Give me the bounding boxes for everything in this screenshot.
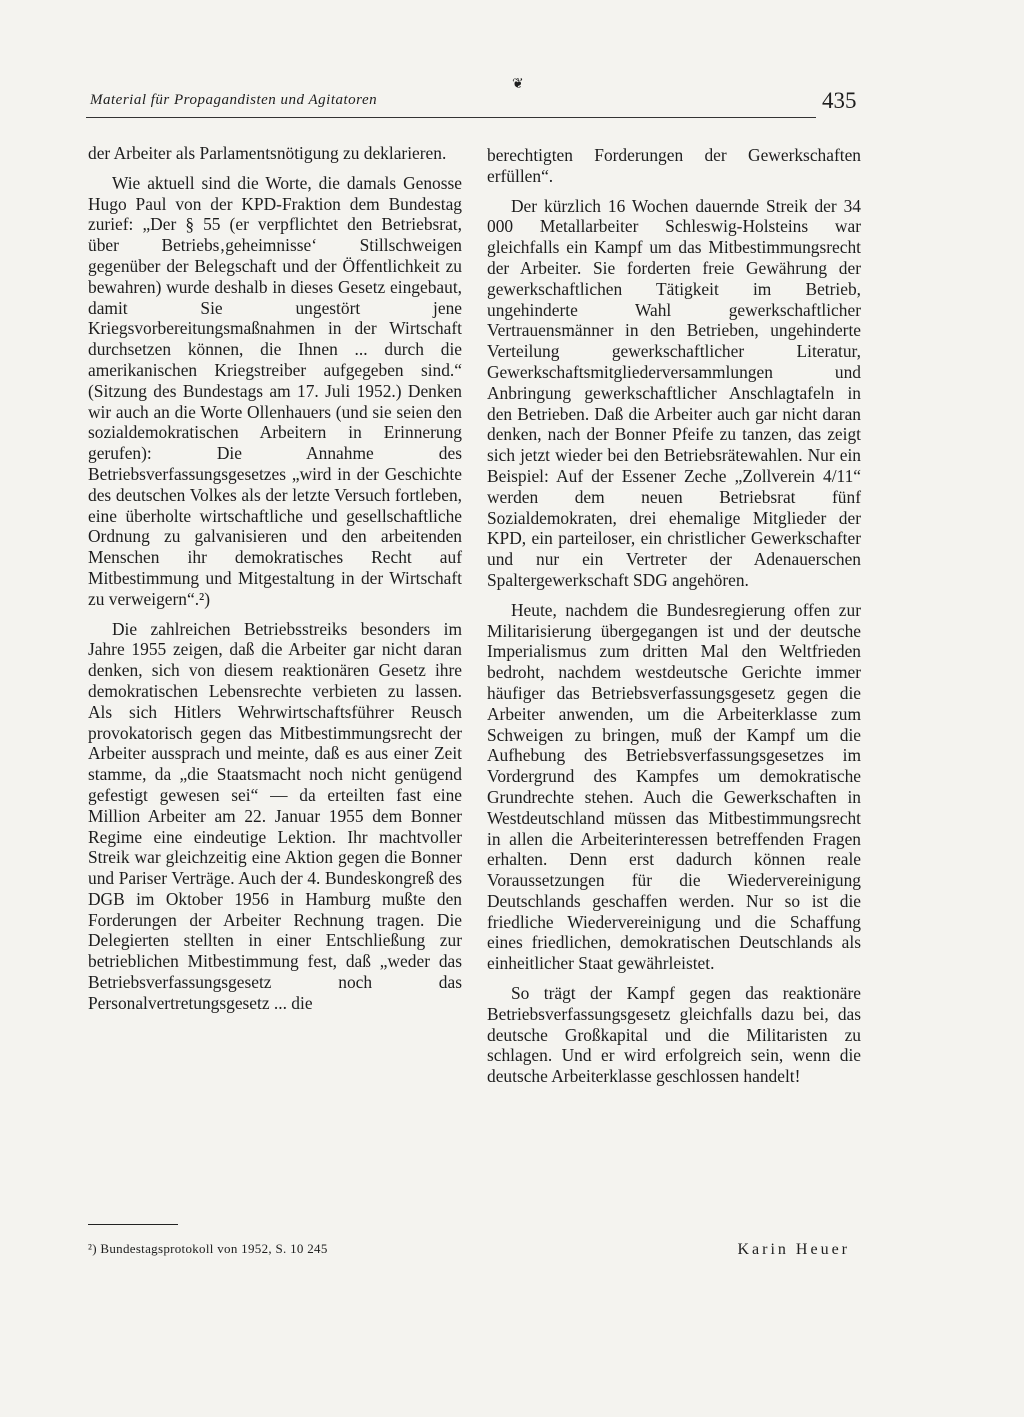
ornament-icon: ❦ [512, 77, 524, 92]
page-number: 435 [822, 88, 857, 113]
right-column [487, 145, 861, 1087]
right-paragraph-2: Der kürzlich 16 Wochen dauernde Streik der 34 000 Metallarbeiter Schleswig-Holsteins war gleichfalls ein Kampf um das Mitbestimmungsrecht der Arbeiter. Sie forderten freie Gewährung der gewerkschaftlichen Tätigkeit im Betrieb, ungehinderte Wahl gewerkschaftlicher Vertrauensmänner in den Betrieben, ungehinderte Verteilung gewerkschaftlicher Literatur, Gewerkschaftsmitgliederversammlungen und Anbringung gewerkschaftlicher Anschlagtafeln in den Betrieben. Daß die Arbeiter auch gar nicht daran denken, nach der Bonner Pfeife zu tanzen, das zeigt sich jetzt wieder bei den Betriebsrätewahlen. Nur ein Beispiel: Auf der Essener Zeche „Zollverein 4/11“ werden dem neuen Betriebsrat fünf Sozialdemokraten, drei ehemalige Mitglieder der KPD, ein parteiloser, ein christlicher Gewerkschafter und nur ein Vertreter der Adenauerschen Spaltergewerkschaft SDG angehören. [487, 195, 861, 590]
left-paragraph-1: der Arbeiter als Parlamentsnötigung zu deklarieren. [88, 143, 447, 163]
right-paragraph-3: Heute, nachdem die Bundesregierung offen zur Militarisierung übergegangen ist und der deutsche Imperialismus zum dritten Mal den Weltfrieden bedroht, nachdem westdeutsche Gerichte immer häufiger das Betriebsverfassungsgesetz gegen die Arbeiter anwenden, um die Arbeiterklasse zum Schweigen zu bringen, muß der Kampf um die Aufhebung des Betriebsverfassungsgesetzes im Vordergrund des Kampfes um demokratische Grundrechte stehen. Auch die Gewerkschaften in Westdeutschland müssen das Mitbestimmungsrecht in allen die Arbeiterinteressen betreffenden Fragen erhalten. Denn erst dadurch können reale Voraussetzungen für die Wiedervereinigung Deutschlands geschaffen werden. Nur so ist die friedliche Wiedervereinigung und die Schaffung eines friedlichen, demokratischen Deutschlands als einheitlicher Staat gewährleistet. [487, 599, 861, 974]
left-paragraph-3: Die zahlreichen Betriebsstreiks besonders im Jahre 1955 zeigen, daß die Arbeiter gar nicht daran denken, sich von diesem reaktionären Gesetz ihre demokratischen Lebensrechte verbieten zu lassen. Als sich Hitlers Wehrwirtschaftsführer Reusch provokatorisch gegen das Mitbestimmungsrecht der Arbeiter aussprach und meinte, daß es aus einer Zeit stamme, da „die Staatsmacht noch nicht genügend gefestigt gewesen sei“ — da erteilten fast eine Million Arbeiter am 22. Januar 1955 dem Bonner Regime eine eindeutige Lektion. Ihr machtvoller Streik war gleichzeitig eine Aktion gegen die Bonner und Pariser Verträge. Auch der 4. Bundeskongreß des DGB im Oktober 1956 in Hamburg mußte den Forderungen der Arbeiter Rechnung tragen. Die Delegierten stellten in einer Entschließung zur betrieblichen Mitbestimmung fest, daß „weder das Betriebsverfassungsgesetz noch das Personalvertretungsgesetz ... die [88, 618, 462, 1013]
right-paragraph-4: So trägt der Kampf gegen das reaktionäre Betriebsverfassungsgesetz gleichfalls dazu bei, das deutsche Großkapital und die Militaristen zu schlagen. Und er wird erfolgreich sein, wenn die deutsche Arbeiterklasse geschlossen handelt! [487, 983, 861, 1087]
footnote-rule [88, 1224, 178, 1225]
header-rule [86, 117, 816, 118]
footnote: ²) Bundestagsprotokoll von 1952, S. 10 245 [88, 1241, 328, 1256]
left-column [88, 143, 462, 1014]
running-head: Material für Propagandisten und Agitatoren [90, 92, 378, 108]
author-signature: Karin Heuer [737, 1241, 850, 1258]
left-paragraph-2: Wie aktuell sind die Worte, die damals Genosse Hugo Paul von der KPD-Fraktion dem Bundestag zurief: „Der § 55 (er verpflichtet den Betriebsrat, über Betriebs‚geheimnisse‘ Stillschweigen gegenüber der Belegschaft und der Öffentlichkeit zu bewahren) wurde deshalb in dieses Gesetz eingebaut, damit Sie ungestört jene Kriegsvorbereitungsmaßnahmen in der Wirtschaft durchsetzen können, die Ihnen ... durch die amerikanischen Kriegstreiber aufgegeben sind.“ (Sitzung des Bundestags am 17. Juli 1952.) Denken wir auch an die Worte Ollenhauers (und sie seien den sozialdemokratischen Arbeitern in Erinnerung gerufen): Die Annahme des Betriebsverfassungsgesetzes „wird in der Geschichte des deutschen Volkes als der letzte Versuch fortleben, eine überholte wirtschaftliche und gesellschaftliche Ordnung zu galvanisieren und den arbeitenden Menschen ihr demokratisches Recht auf Mitbestimmung und Mitgestaltung in der Wirtschaft zu verweigern“.²) [88, 172, 462, 609]
right-paragraph-1: berechtigten Forderungen der Gewerkschaften erfüllen“. [487, 145, 861, 186]
